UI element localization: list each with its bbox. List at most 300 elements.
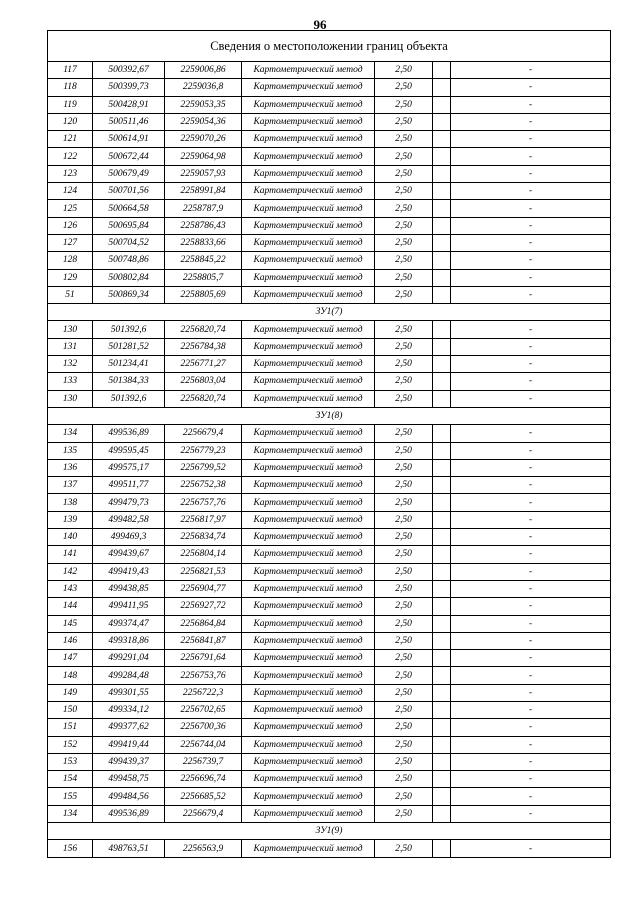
x-coordinate-cell: 499438,85 bbox=[93, 580, 165, 597]
spacer-cell-cell bbox=[433, 321, 451, 338]
description-cell: - bbox=[451, 667, 611, 684]
accuracy-cell: 2,50 bbox=[375, 684, 433, 701]
y-coordinate-cell: 2256679,4 bbox=[165, 425, 242, 442]
table-row bbox=[48, 719, 611, 736]
table-row bbox=[48, 805, 611, 822]
determination-method-cell: Картометрический метод bbox=[242, 269, 375, 286]
accuracy-cell: 2,50 bbox=[375, 632, 433, 649]
determination-method-cell: Картометрический метод bbox=[242, 217, 375, 234]
y-coordinate-cell: 2256799,52 bbox=[165, 459, 242, 476]
x-coordinate-cell: 498763,51 bbox=[93, 840, 165, 857]
spacer-cell-cell bbox=[433, 684, 451, 701]
x-coordinate-cell: 499575,17 bbox=[93, 459, 165, 476]
accuracy-cell: 2,50 bbox=[375, 615, 433, 632]
boundary-coordinates-table bbox=[47, 30, 611, 858]
determination-method-cell: Картометрический метод bbox=[242, 546, 375, 563]
table-row bbox=[48, 217, 611, 234]
point-number-cell: 153 bbox=[48, 753, 93, 770]
point-number-cell: 156 bbox=[48, 840, 93, 857]
table-row bbox=[48, 269, 611, 286]
description-cell: - bbox=[451, 252, 611, 269]
point-number-cell: 149 bbox=[48, 684, 93, 701]
description-cell: - bbox=[451, 390, 611, 407]
point-number-cell: 144 bbox=[48, 598, 93, 615]
x-coordinate-cell: 499439,67 bbox=[93, 546, 165, 563]
spacer-cell-cell bbox=[433, 131, 451, 148]
point-number-cell: 139 bbox=[48, 511, 93, 528]
x-coordinate-cell: 499291,04 bbox=[93, 650, 165, 667]
spacer-cell-cell bbox=[433, 563, 451, 580]
table-row bbox=[48, 79, 611, 96]
point-number-cell: 117 bbox=[48, 62, 93, 79]
determination-method-cell: Картометрический метод bbox=[242, 183, 375, 200]
point-number-cell: 147 bbox=[48, 650, 93, 667]
point-number-cell: 125 bbox=[48, 200, 93, 217]
x-coordinate-cell: 499536,89 bbox=[93, 425, 165, 442]
table-row bbox=[48, 338, 611, 355]
spacer-cell-cell bbox=[433, 511, 451, 528]
spacer-cell-cell bbox=[433, 529, 451, 546]
point-number-cell: 141 bbox=[48, 546, 93, 563]
table-row bbox=[48, 373, 611, 390]
spacer-cell-cell bbox=[433, 615, 451, 632]
spacer-cell-cell bbox=[433, 217, 451, 234]
x-coordinate-cell: 500614,91 bbox=[93, 131, 165, 148]
determination-method-cell: Картометрический метод bbox=[242, 390, 375, 407]
y-coordinate-cell: 2256744,04 bbox=[165, 736, 242, 753]
description-cell: - bbox=[451, 650, 611, 667]
x-coordinate-cell: 500664,58 bbox=[93, 200, 165, 217]
point-number-cell: 135 bbox=[48, 442, 93, 459]
description-cell: - bbox=[451, 269, 611, 286]
spacer-cell-cell bbox=[433, 805, 451, 822]
accuracy-cell: 2,50 bbox=[375, 252, 433, 269]
point-number-cell: 132 bbox=[48, 356, 93, 373]
y-coordinate-cell: 2256791,64 bbox=[165, 650, 242, 667]
point-number-cell: 138 bbox=[48, 494, 93, 511]
y-coordinate-cell: 2256696,74 bbox=[165, 771, 242, 788]
y-coordinate-cell: 2259053,35 bbox=[165, 96, 242, 113]
description-cell: - bbox=[451, 234, 611, 251]
y-coordinate-cell: 2256820,74 bbox=[165, 390, 242, 407]
spacer-cell-cell bbox=[433, 477, 451, 494]
y-coordinate-cell: 2256771,27 bbox=[165, 356, 242, 373]
table-header-row bbox=[48, 31, 611, 62]
x-coordinate-cell: 500869,34 bbox=[93, 286, 165, 303]
accuracy-cell: 2,50 bbox=[375, 788, 433, 805]
spacer-cell-cell bbox=[433, 459, 451, 476]
accuracy-cell: 2,50 bbox=[375, 321, 433, 338]
y-coordinate-cell: 2258805,7 bbox=[165, 269, 242, 286]
accuracy-cell: 2,50 bbox=[375, 217, 433, 234]
x-coordinate-cell: 499469,3 bbox=[93, 529, 165, 546]
y-coordinate-cell: 2256679,4 bbox=[165, 805, 242, 822]
y-coordinate-cell: 2256841,87 bbox=[165, 632, 242, 649]
determination-method-cell: Картометрический метод bbox=[242, 286, 375, 303]
y-coordinate-cell: 2256753,76 bbox=[165, 667, 242, 684]
point-number-cell: 130 bbox=[48, 390, 93, 407]
point-number-cell: 122 bbox=[48, 148, 93, 165]
determination-method-cell: Картометрический метод bbox=[242, 632, 375, 649]
table-row bbox=[48, 701, 611, 718]
x-coordinate-cell: 500399,73 bbox=[93, 79, 165, 96]
point-number-cell: 51 bbox=[48, 286, 93, 303]
description-cell: - bbox=[451, 719, 611, 736]
description-cell: - bbox=[451, 805, 611, 822]
x-coordinate-cell: 500704,52 bbox=[93, 234, 165, 251]
point-number-cell: 152 bbox=[48, 736, 93, 753]
table-row bbox=[48, 234, 611, 251]
determination-method-cell: Картометрический метод bbox=[242, 459, 375, 476]
table-row bbox=[48, 131, 611, 148]
table-row bbox=[48, 615, 611, 632]
point-number-cell: 128 bbox=[48, 252, 93, 269]
point-number-cell: 150 bbox=[48, 701, 93, 718]
point-number-cell: 127 bbox=[48, 234, 93, 251]
determination-method-cell: Картометрический метод bbox=[242, 494, 375, 511]
description-cell: - bbox=[451, 79, 611, 96]
point-number-cell: 145 bbox=[48, 615, 93, 632]
spacer-cell-cell bbox=[433, 200, 451, 217]
table-row bbox=[48, 148, 611, 165]
spacer-cell-cell bbox=[433, 494, 451, 511]
y-coordinate-cell: 2256752,38 bbox=[165, 477, 242, 494]
point-number-cell: 133 bbox=[48, 373, 93, 390]
determination-method-cell: Картометрический метод bbox=[242, 563, 375, 580]
x-coordinate-cell: 500802,84 bbox=[93, 269, 165, 286]
section-header-row bbox=[48, 407, 611, 424]
accuracy-cell: 2,50 bbox=[375, 701, 433, 718]
determination-method-cell: Картометрический метод bbox=[242, 529, 375, 546]
x-coordinate-cell: 500701,56 bbox=[93, 183, 165, 200]
point-number-cell: 142 bbox=[48, 563, 93, 580]
table-row bbox=[48, 356, 611, 373]
determination-method-cell: Картометрический метод bbox=[242, 788, 375, 805]
accuracy-cell: 2,50 bbox=[375, 183, 433, 200]
description-cell: - bbox=[451, 113, 611, 130]
x-coordinate-cell: 501392,6 bbox=[93, 390, 165, 407]
table-row bbox=[48, 165, 611, 182]
spacer-cell-cell bbox=[433, 252, 451, 269]
x-coordinate-cell: 500392,67 bbox=[93, 62, 165, 79]
determination-method-cell: Картометрический метод bbox=[242, 252, 375, 269]
accuracy-cell: 2,50 bbox=[375, 563, 433, 580]
description-cell: - bbox=[451, 736, 611, 753]
description-cell: - bbox=[451, 321, 611, 338]
y-coordinate-cell: 2259070,26 bbox=[165, 131, 242, 148]
accuracy-cell: 2,50 bbox=[375, 425, 433, 442]
x-coordinate-cell: 499318,86 bbox=[93, 632, 165, 649]
accuracy-cell: 2,50 bbox=[375, 805, 433, 822]
table-row bbox=[48, 580, 611, 597]
determination-method-cell: Картометрический метод bbox=[242, 165, 375, 182]
table-row bbox=[48, 390, 611, 407]
table-row bbox=[48, 667, 611, 684]
table-row bbox=[48, 425, 611, 442]
spacer-cell-cell bbox=[433, 753, 451, 770]
determination-method-cell: Картометрический метод bbox=[242, 200, 375, 217]
description-cell: - bbox=[451, 217, 611, 234]
description-cell: - bbox=[451, 96, 611, 113]
x-coordinate-cell: 499458,75 bbox=[93, 771, 165, 788]
table-row bbox=[48, 477, 611, 494]
description-cell: - bbox=[451, 131, 611, 148]
y-coordinate-cell: 2258805,69 bbox=[165, 286, 242, 303]
description-cell: - bbox=[451, 546, 611, 563]
description-cell: - bbox=[451, 183, 611, 200]
x-coordinate-cell: 499411,95 bbox=[93, 598, 165, 615]
y-coordinate-cell: 2256804,14 bbox=[165, 546, 242, 563]
determination-method-cell: Картометрический метод bbox=[242, 753, 375, 770]
description-cell: - bbox=[451, 840, 611, 857]
accuracy-cell: 2,50 bbox=[375, 667, 433, 684]
description-cell: - bbox=[451, 684, 611, 701]
x-coordinate-cell: 501392,6 bbox=[93, 321, 165, 338]
table-row bbox=[48, 459, 611, 476]
determination-method-cell: Картометрический метод bbox=[242, 356, 375, 373]
accuracy-cell: 2,50 bbox=[375, 96, 433, 113]
y-coordinate-cell: 2256834,74 bbox=[165, 529, 242, 546]
determination-method-cell: Картометрический метод bbox=[242, 442, 375, 459]
section-header-row bbox=[48, 823, 611, 840]
table-row bbox=[48, 563, 611, 580]
spacer-cell-cell bbox=[433, 269, 451, 286]
determination-method-cell: Картометрический метод bbox=[242, 840, 375, 857]
determination-method-cell: Картометрический метод bbox=[242, 771, 375, 788]
determination-method-cell: Картометрический метод bbox=[242, 701, 375, 718]
point-number-cell: 154 bbox=[48, 771, 93, 788]
spacer-cell-cell bbox=[433, 286, 451, 303]
determination-method-cell: Картометрический метод bbox=[242, 96, 375, 113]
y-coordinate-cell: 2256820,74 bbox=[165, 321, 242, 338]
x-coordinate-cell: 501234,41 bbox=[93, 356, 165, 373]
spacer-cell-cell bbox=[433, 580, 451, 597]
y-coordinate-cell: 2258991,84 bbox=[165, 183, 242, 200]
accuracy-cell: 2,50 bbox=[375, 390, 433, 407]
determination-method-cell: Картометрический метод bbox=[242, 615, 375, 632]
y-coordinate-cell: 2256784,38 bbox=[165, 338, 242, 355]
y-coordinate-cell: 2256864,84 bbox=[165, 615, 242, 632]
accuracy-cell: 2,50 bbox=[375, 165, 433, 182]
determination-method-cell: Картометрический метод bbox=[242, 234, 375, 251]
x-coordinate-cell: 499484,56 bbox=[93, 788, 165, 805]
accuracy-cell: 2,50 bbox=[375, 546, 433, 563]
y-coordinate-cell: 2256927,72 bbox=[165, 598, 242, 615]
table-title: Сведения о местоположении границ объекта bbox=[48, 31, 611, 62]
y-coordinate-cell: 2256702,65 bbox=[165, 701, 242, 718]
spacer-cell-cell bbox=[433, 771, 451, 788]
accuracy-cell: 2,50 bbox=[375, 113, 433, 130]
table-row bbox=[48, 494, 611, 511]
determination-method-cell: Картометрический метод bbox=[242, 425, 375, 442]
y-coordinate-cell: 2256803,04 bbox=[165, 373, 242, 390]
table-row bbox=[48, 252, 611, 269]
description-cell: - bbox=[451, 477, 611, 494]
spacer-cell-cell bbox=[433, 338, 451, 355]
determination-method-cell: Картометрический метод bbox=[242, 79, 375, 96]
description-cell: - bbox=[451, 338, 611, 355]
spacer-cell-cell bbox=[433, 113, 451, 130]
determination-method-cell: Картометрический метод bbox=[242, 338, 375, 355]
point-number-cell: 129 bbox=[48, 269, 93, 286]
y-coordinate-cell: 2259064,98 bbox=[165, 148, 242, 165]
x-coordinate-cell: 500672,44 bbox=[93, 148, 165, 165]
x-coordinate-cell: 499511,77 bbox=[93, 477, 165, 494]
accuracy-cell: 2,50 bbox=[375, 840, 433, 857]
description-cell: - bbox=[451, 373, 611, 390]
accuracy-cell: 2,50 bbox=[375, 269, 433, 286]
determination-method-cell: Картометрический метод bbox=[242, 131, 375, 148]
determination-method-cell: Картометрический метод bbox=[242, 148, 375, 165]
accuracy-cell: 2,50 bbox=[375, 719, 433, 736]
x-coordinate-cell: 499374,47 bbox=[93, 615, 165, 632]
spacer-cell-cell bbox=[433, 667, 451, 684]
x-coordinate-cell: 499419,44 bbox=[93, 736, 165, 753]
description-cell: - bbox=[451, 200, 611, 217]
point-number-cell: 131 bbox=[48, 338, 93, 355]
accuracy-cell: 2,50 bbox=[375, 580, 433, 597]
description-cell: - bbox=[451, 753, 611, 770]
x-coordinate-cell: 499377,62 bbox=[93, 719, 165, 736]
determination-method-cell: Картометрический метод bbox=[242, 805, 375, 822]
accuracy-cell: 2,50 bbox=[375, 131, 433, 148]
point-number-cell: 134 bbox=[48, 805, 93, 822]
y-coordinate-cell: 2258845,22 bbox=[165, 252, 242, 269]
y-coordinate-cell: 2259054,36 bbox=[165, 113, 242, 130]
point-number-cell: 124 bbox=[48, 183, 93, 200]
table-row bbox=[48, 96, 611, 113]
determination-method-cell: Картометрический метод bbox=[242, 580, 375, 597]
table-row bbox=[48, 753, 611, 770]
point-number-cell: 134 bbox=[48, 425, 93, 442]
table-row bbox=[48, 598, 611, 615]
table-row bbox=[48, 113, 611, 130]
table-row bbox=[48, 788, 611, 805]
table-row bbox=[48, 62, 611, 79]
table-row bbox=[48, 442, 611, 459]
determination-method-cell: Картометрический метод bbox=[242, 667, 375, 684]
spacer-cell-cell bbox=[433, 165, 451, 182]
accuracy-cell: 2,50 bbox=[375, 373, 433, 390]
accuracy-cell: 2,50 bbox=[375, 286, 433, 303]
accuracy-cell: 2,50 bbox=[375, 598, 433, 615]
table-row bbox=[48, 771, 611, 788]
x-coordinate-cell: 499419,43 bbox=[93, 563, 165, 580]
spacer-cell-cell bbox=[433, 632, 451, 649]
section-header-row bbox=[48, 304, 611, 321]
description-cell: - bbox=[451, 286, 611, 303]
spacer-cell-cell bbox=[433, 234, 451, 251]
point-number-cell: 155 bbox=[48, 788, 93, 805]
table-row bbox=[48, 632, 611, 649]
accuracy-cell: 2,50 bbox=[375, 459, 433, 476]
x-coordinate-cell: 500679,49 bbox=[93, 165, 165, 182]
description-cell: - bbox=[451, 563, 611, 580]
accuracy-cell: 2,50 bbox=[375, 234, 433, 251]
table-row bbox=[48, 650, 611, 667]
determination-method-cell: Картометрический метод bbox=[242, 511, 375, 528]
description-cell: - bbox=[451, 459, 611, 476]
point-number-cell: 121 bbox=[48, 131, 93, 148]
x-coordinate-cell: 499301,55 bbox=[93, 684, 165, 701]
determination-method-cell: Картометрический метод bbox=[242, 62, 375, 79]
x-coordinate-cell: 499284,48 bbox=[93, 667, 165, 684]
accuracy-cell: 2,50 bbox=[375, 477, 433, 494]
y-coordinate-cell: 2256700,36 bbox=[165, 719, 242, 736]
spacer-cell-cell bbox=[433, 546, 451, 563]
spacer-cell-cell bbox=[433, 840, 451, 857]
x-coordinate-cell: 499595,45 bbox=[93, 442, 165, 459]
point-number-cell: 118 bbox=[48, 79, 93, 96]
y-coordinate-cell: 2256757,76 bbox=[165, 494, 242, 511]
page-number: 96 bbox=[313, 17, 327, 32]
accuracy-cell: 2,50 bbox=[375, 494, 433, 511]
x-coordinate-cell: 499439,37 bbox=[93, 753, 165, 770]
point-number-cell: 119 bbox=[48, 96, 93, 113]
determination-method-cell: Картометрический метод bbox=[242, 113, 375, 130]
spacer-cell-cell bbox=[433, 390, 451, 407]
description-cell: - bbox=[451, 494, 611, 511]
description-cell: - bbox=[451, 62, 611, 79]
accuracy-cell: 2,50 bbox=[375, 338, 433, 355]
accuracy-cell: 2,50 bbox=[375, 62, 433, 79]
table-row bbox=[48, 286, 611, 303]
description-cell: - bbox=[451, 788, 611, 805]
accuracy-cell: 2,50 bbox=[375, 511, 433, 528]
description-cell: - bbox=[451, 356, 611, 373]
accuracy-cell: 2,50 bbox=[375, 442, 433, 459]
y-coordinate-cell: 2256904,77 bbox=[165, 580, 242, 597]
table-row bbox=[48, 511, 611, 528]
y-coordinate-cell: 2256817,97 bbox=[165, 511, 242, 528]
point-number-cell: 143 bbox=[48, 580, 93, 597]
spacer-cell-cell bbox=[433, 356, 451, 373]
x-coordinate-cell: 499536,89 bbox=[93, 805, 165, 822]
spacer-cell-cell bbox=[433, 598, 451, 615]
spacer-cell-cell bbox=[433, 736, 451, 753]
x-coordinate-cell: 500511,46 bbox=[93, 113, 165, 130]
point-number-cell: 146 bbox=[48, 632, 93, 649]
table-row bbox=[48, 321, 611, 338]
y-coordinate-cell: 2256739,7 bbox=[165, 753, 242, 770]
spacer-cell-cell bbox=[433, 719, 451, 736]
spacer-cell-cell bbox=[433, 650, 451, 667]
determination-method-cell: Картометрический метод bbox=[242, 736, 375, 753]
point-number-cell: 120 bbox=[48, 113, 93, 130]
point-number-cell: 136 bbox=[48, 459, 93, 476]
y-coordinate-cell: 2256685,52 bbox=[165, 788, 242, 805]
spacer-cell-cell bbox=[433, 62, 451, 79]
x-coordinate-cell: 499334,12 bbox=[93, 701, 165, 718]
x-coordinate-cell: 500748,86 bbox=[93, 252, 165, 269]
accuracy-cell: 2,50 bbox=[375, 736, 433, 753]
x-coordinate-cell: 500428,91 bbox=[93, 96, 165, 113]
y-coordinate-cell: 2256722,3 bbox=[165, 684, 242, 701]
determination-method-cell: Картометрический метод bbox=[242, 373, 375, 390]
y-coordinate-cell: 2259036,8 bbox=[165, 79, 242, 96]
table-row bbox=[48, 546, 611, 563]
y-coordinate-cell: 2258833,66 bbox=[165, 234, 242, 251]
point-number-cell: 137 bbox=[48, 477, 93, 494]
spacer-cell-cell bbox=[433, 788, 451, 805]
description-cell: - bbox=[451, 529, 611, 546]
point-number-cell: 123 bbox=[48, 165, 93, 182]
spacer-cell-cell bbox=[433, 183, 451, 200]
determination-method-cell: Картометрический метод bbox=[242, 684, 375, 701]
table-row bbox=[48, 529, 611, 546]
table-row bbox=[48, 736, 611, 753]
accuracy-cell: 2,50 bbox=[375, 753, 433, 770]
